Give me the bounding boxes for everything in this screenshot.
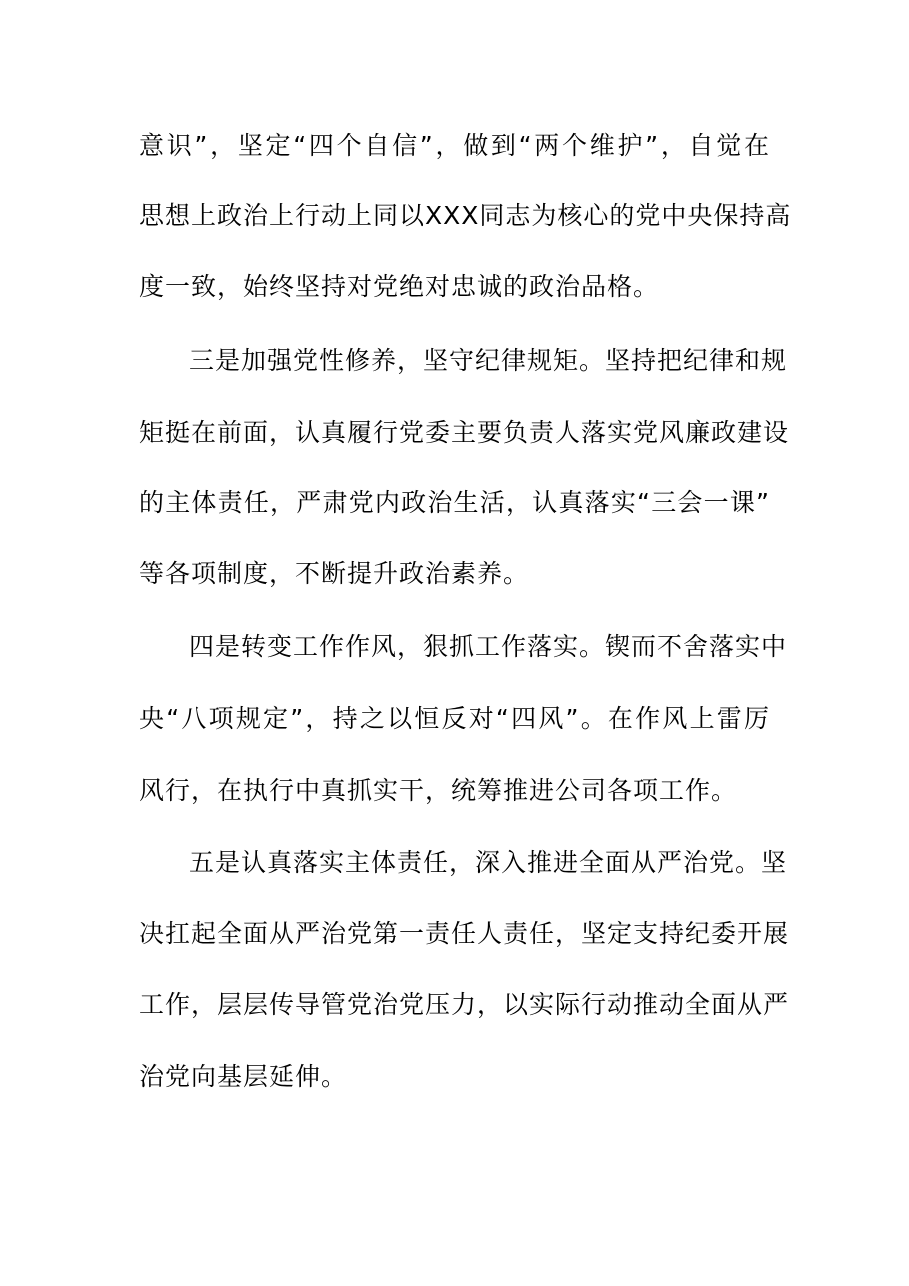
paragraph-3-line-3: 风行，在执行中真抓实干，统筹推进公司各项工作。 (139, 776, 738, 805)
paragraph-2-line-4: 等各项制度，不断提升政治素养。 (139, 559, 530, 588)
paragraph-4-line-1: 五是认真落实主体责任，深入推进全面从严治党。坚 (189, 848, 788, 877)
paragraph-4-line-3: 工作，层层传导管党治党压力，以实际行动推动全面从严 (139, 990, 790, 1019)
paragraph-2-line-1: 三是加强党性修养，坚守纪律规矩。坚持把纪律和规 (189, 346, 788, 375)
paragraph-1-line-1: 意识”，坚定“四个自信”，做到“两个维护”，自觉在 (139, 131, 770, 160)
paragraph-4-line-4: 治党向基层延伸。 (139, 1062, 348, 1091)
paragraph-1-line-3: 度一致，始终坚持对党绝对忠诚的政治品格。 (139, 272, 660, 301)
paragraph-4-line-2: 决扛起全面从严治党第一责任人责任，坚定支持纪委开展 (139, 919, 790, 948)
paragraph-3-line-2: 央“八项规定”，持之以恒反对“四风”。在作风上雷厉 (139, 704, 770, 733)
paragraph-3-line-1: 四是转变工作作风，狠抓工作落实。锲而不舍落实中 (189, 632, 788, 661)
paragraph-2-line-2: 矩挺在前面，认真履行党委主要负责人落实党风廉政建设 (139, 418, 790, 447)
paragraph-1-line-2: 思想上政治上行动上同以XXX同志为核心的党中央保持高 (139, 201, 792, 230)
paragraph-2-line-3: 的主体责任，严肃党内政治生活，认真落实“三会一课” (139, 488, 770, 517)
